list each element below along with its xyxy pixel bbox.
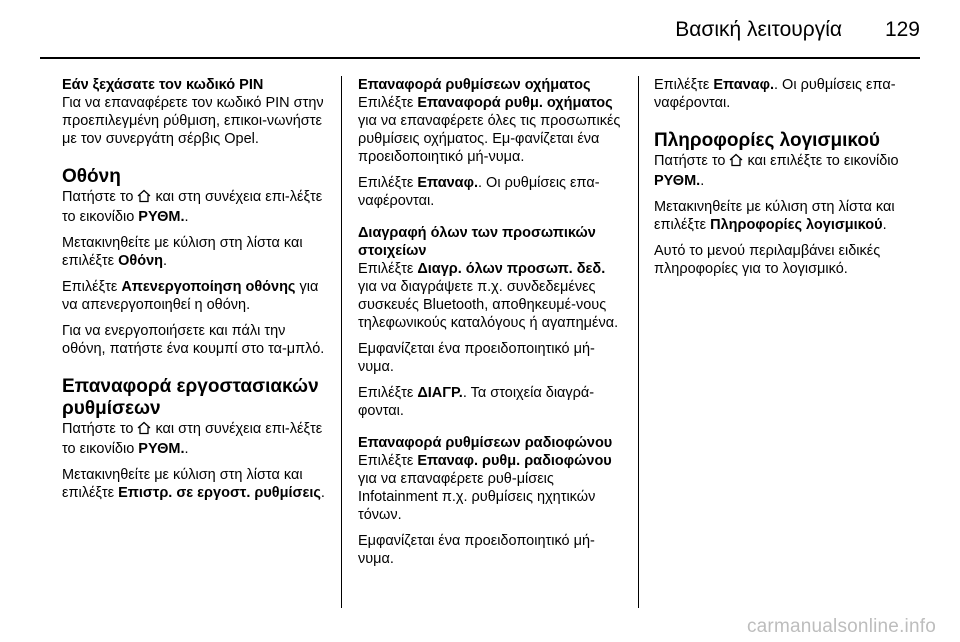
- home-icon: [729, 153, 743, 172]
- column-3: [654, 76, 922, 278]
- column-divider: [341, 76, 342, 608]
- section-heading-radio-reset: Επαναφορά ρυθμίσεων ραδιοφώνου: [358, 435, 613, 451]
- section-heading-display: Οθόνη: [62, 166, 121, 187]
- paragraph: Επιλέξτε Επαναφ.. Οι ρυθμίσεις επα-ναφέρονται.: [358, 175, 600, 209]
- column-divider: [638, 76, 639, 608]
- page-number: 129: [884, 18, 920, 41]
- header-title: Βασική λειτουργία: [675, 18, 842, 41]
- paragraph: Πατήστε το και επιλέξτε το εικονίδιο ΡΥΘΜ..: [654, 153, 899, 189]
- paragraph: Μετακινηθείτε με κύλιση στη λίστα και επιλέξτε Οθόνη.: [62, 235, 303, 269]
- home-icon: [137, 189, 151, 208]
- paragraph: Για να επαναφέρετε τον κωδικό PIN στην προεπιλεγμένη ρύθμιση, επικοι-νωνήστε με τον συνεργάτη σέρβις Opel.: [62, 95, 324, 147]
- watermark: carmanualsonline.info: [746, 616, 936, 637]
- page-header: [0, 0, 960, 60]
- paragraph: Επιλέξτε Επαναφ.. Οι ρυθμίσεις επα-ναφέρονται.: [654, 77, 896, 111]
- column-1: [62, 76, 330, 502]
- paragraph: Πατήστε το και στη συνέχεια επι-λέξτε το εικονίδιο ΡΥΘΜ..: [62, 421, 323, 457]
- paragraph: Επιλέξτε Επαναφορά ρυθμ. οχήματος για να επαναφέρετε όλες τις προσωπικές ρυθμίσεις οχήματος. Εμ-φανίζεται ένα προειδοποιητικό μή-νυμα.: [358, 95, 621, 165]
- paragraph: Μετακινηθείτε με κύλιση στη λίστα και επιλέξτε Πληροφορίες λογισμικού.: [654, 199, 895, 233]
- paragraph: Εμφανίζεται ένα προειδοποιητικό μή-νυμα.: [358, 341, 595, 375]
- section-heading-vehicle-reset: Επαναφορά ρυθμίσεων οχήματος: [358, 77, 591, 93]
- paragraph: Πατήστε το και στη συνέχεια επι-λέξτε το εικονίδιο ΡΥΘΜ..: [62, 189, 323, 225]
- paragraph: Επιλέξτε Διαγρ. όλων προσωπ. δεδ. για να διαγράψετε π.χ. συνδεδεμένες συσκευές Bluetooth, αποθηκευμέ-νους τηλεφωνικούς καταλόγους ή αγαπημένα.: [358, 261, 619, 331]
- section-heading-forgot-pin: Εάν ξεχάσατε τον κωδικό PIN: [62, 77, 264, 93]
- paragraph: Για να ενεργοποιήσετε και πάλι την οθόνη, πατήστε ένα κουμπί στο τα-μπλό.: [62, 323, 325, 357]
- section-heading-factory-reset: Επαναφορά εργοστασιακών ρυθμίσεων: [62, 376, 319, 419]
- section-heading-delete-personal-data: Διαγραφή όλων των προσωπικών στοιχείων: [358, 225, 596, 259]
- section-heading-software-info: Πληροφορίες λογισμικού: [654, 130, 880, 151]
- paragraph: Εμφανίζεται ένα προειδοποιητικό μή-νυμα.: [358, 533, 595, 567]
- paragraph: Επιλέξτε Απενεργοποίηση οθόνης για να απενεργοποιηθεί η οθόνη.: [62, 279, 319, 313]
- header-rule: [40, 57, 920, 59]
- paragraph: Αυτό το μενού περιλαμβάνει ειδικές πληροφορίες για το λογισμικό.: [654, 243, 881, 277]
- column-2: [358, 76, 626, 568]
- paragraph: Επιλέξτε Επαναφ. ρυθμ. ραδιοφώνου για να επαναφέρετε ρυθ-μίσεις Infotainment π.χ. ρυθμίσεις ηχητικών τόνων.: [358, 453, 612, 523]
- paragraph: Επιλέξτε ΔΙΑΓΡ.. Τα στοιχεία διαγρά-φονται.: [358, 385, 595, 419]
- paragraph: Μετακινηθείτε με κύλιση στη λίστα και επιλέξτε Επιστρ. σε εργοστ. ρυθμίσεις.: [62, 467, 325, 501]
- home-icon: [137, 421, 151, 440]
